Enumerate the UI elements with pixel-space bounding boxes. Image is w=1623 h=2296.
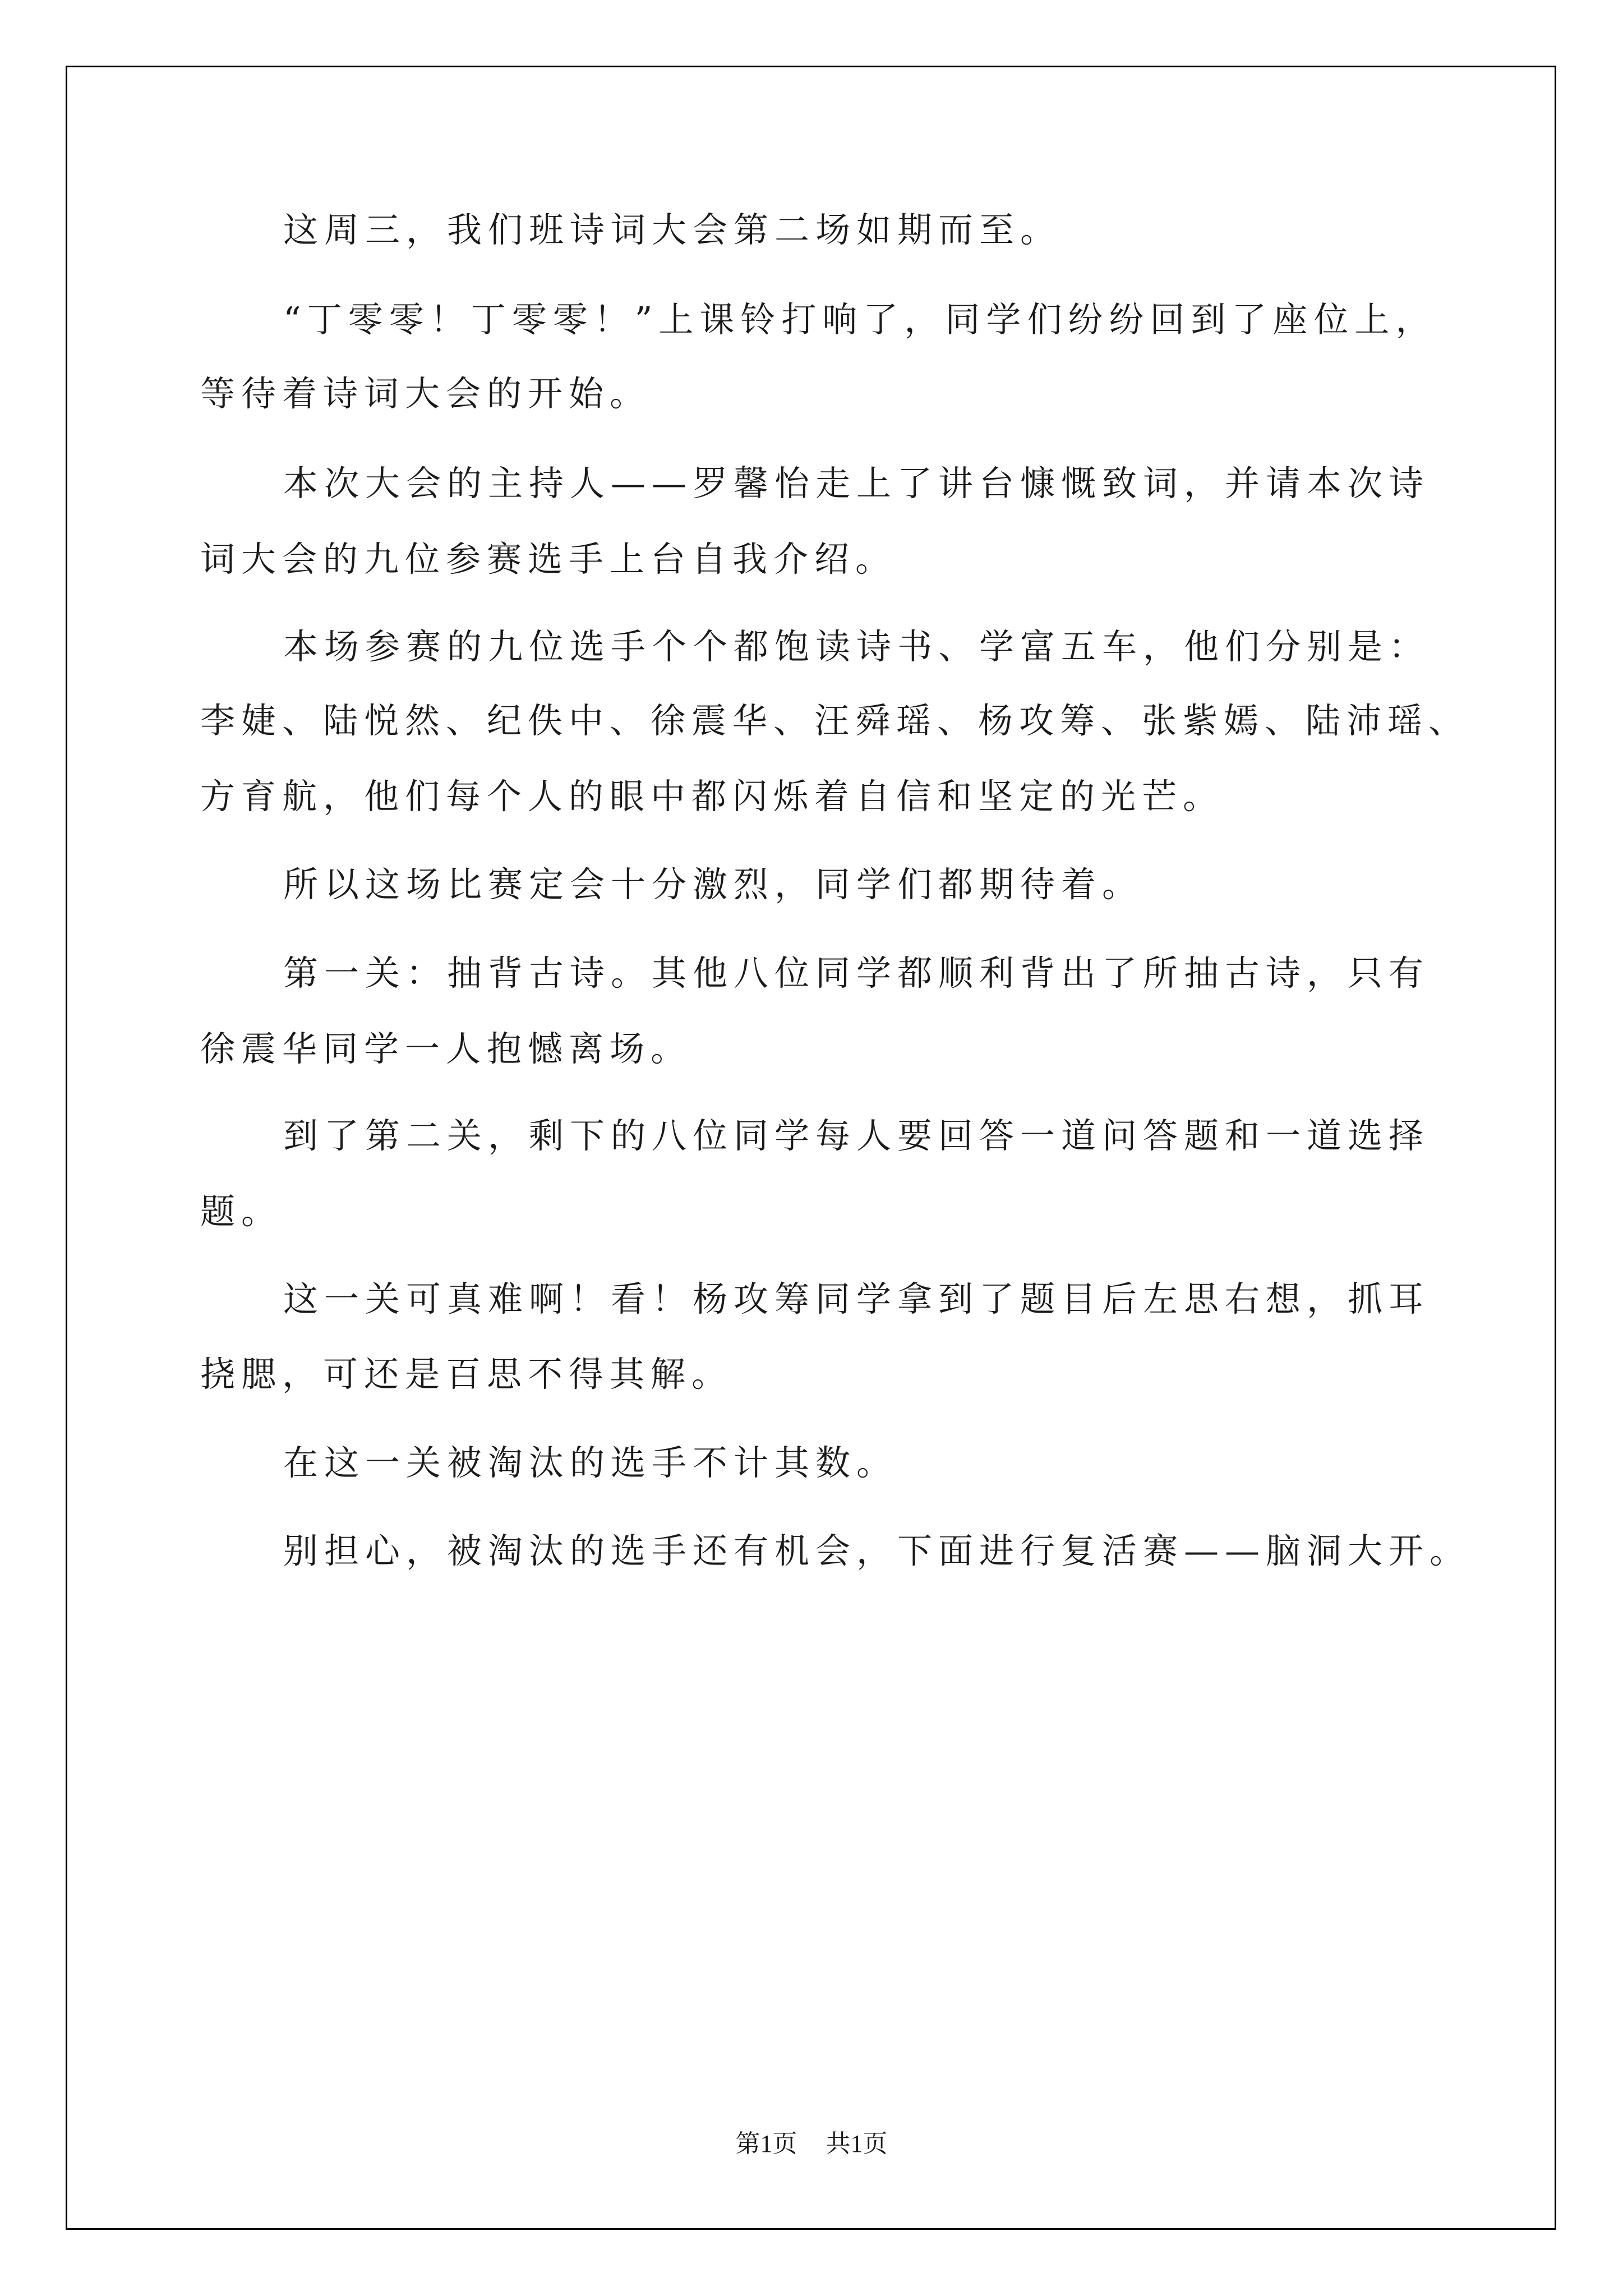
paragraph-line: 在这一关被淘汰的选手不计其数。 bbox=[283, 1442, 898, 1483]
paragraph-line: 第一关：抽背古诗。其他八位同学都顺利背出了所抽古诗，只有 bbox=[283, 953, 1430, 993]
paragraph-line: 等待着诗词大会的开始。 bbox=[200, 373, 651, 414]
paragraph-line: 本场参赛的九位选手个个都饱读诗书、学富五车，他们分别是： bbox=[283, 626, 1430, 667]
paragraph-line: 李婕、陆悦然、纪佚中、徐震华、汪舜瑶、杨攻筹、张紫嫣、陆沛瑶、 bbox=[200, 700, 1470, 741]
paragraph-line: 挠腮，可还是百思不得其解。 bbox=[200, 1354, 733, 1395]
paragraph-line: 到了第二关，剩下的八位同学每人要回答一道问答题和一道选择 bbox=[283, 1115, 1430, 1156]
paragraph-line: 方育航，他们每个人的眼中都闪烁着自信和坚定的光芒。 bbox=[200, 776, 1224, 817]
paragraph-line: 这周三，我们班诗词大会第二场如期而至。 bbox=[283, 209, 1062, 250]
paragraph-line: 词大会的九位参赛选手上台自我介绍。 bbox=[200, 539, 897, 579]
page-total: 共1页 bbox=[826, 2130, 888, 2157]
paragraph-line: 这一关可真难啊！看！杨攻筹同学拿到了题目后左思右想，抓耳 bbox=[283, 1278, 1430, 1319]
paragraph-line: 别担心，被淘汰的选手还有机会，下面进行复活赛——脑洞大开。 bbox=[283, 1530, 1471, 1571]
paragraph-line: “丁零零！丁零零！”上课铃打响了，同学们纷纷回到了座位上， bbox=[283, 299, 1437, 340]
page-footer bbox=[0, 2127, 1623, 2161]
paragraph-line: 所以这场比赛定会十分激烈，同学们都期待着。 bbox=[283, 864, 1144, 905]
page-number: 第1页 bbox=[735, 2130, 797, 2157]
paragraph-line: 题。 bbox=[200, 1191, 283, 1232]
paragraph-line: 徐震华同学一人抱憾离场。 bbox=[200, 1028, 692, 1069]
paragraph-line: 本次大会的主持人——罗馨怡走上了讲台慷慨致词，并请本次诗 bbox=[283, 463, 1430, 504]
